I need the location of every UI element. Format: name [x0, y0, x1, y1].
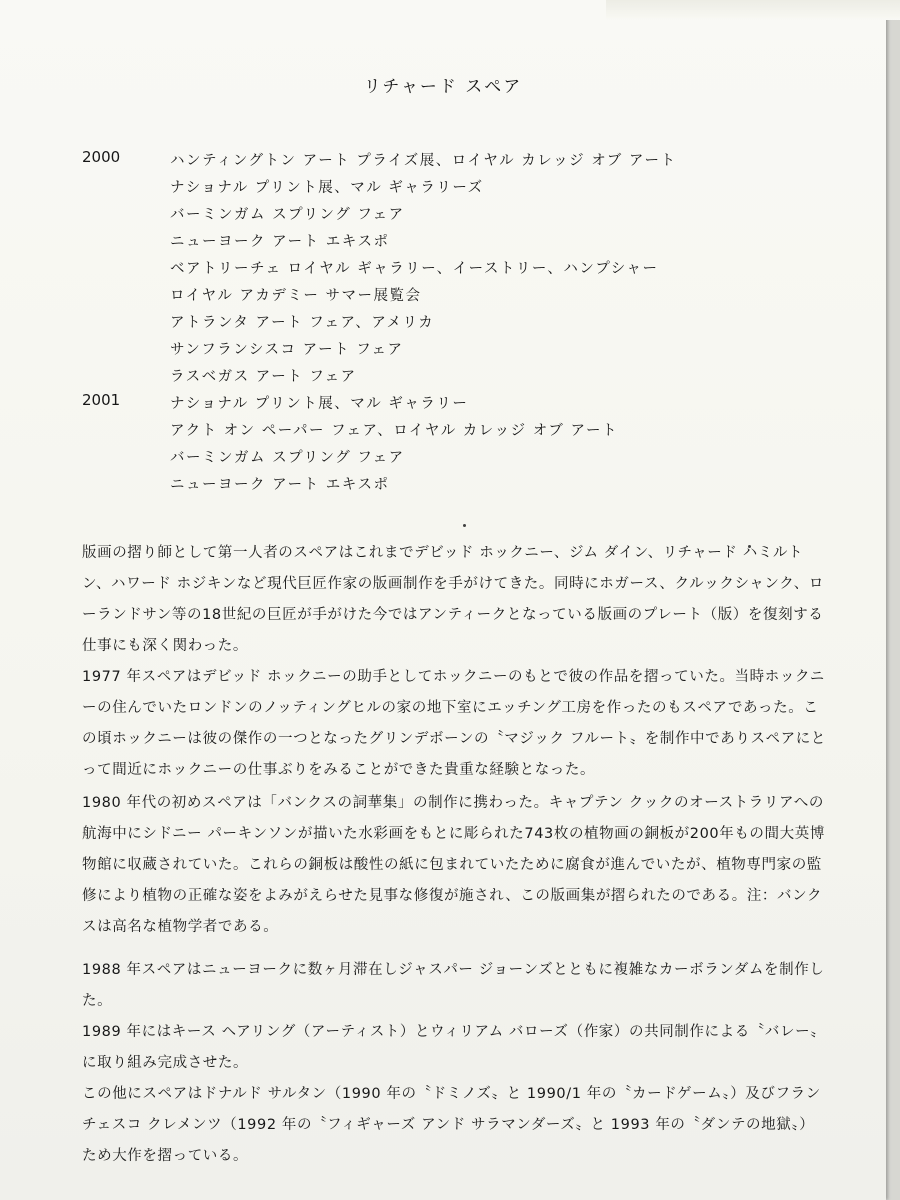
exhibition-entry: ニューヨーク アート エキスポ — [170, 234, 390, 250]
exhibition-entry: バーミンガム スプリング フェア — [170, 207, 405, 223]
biography-paragraph: 版画の摺り師として第一人者のスペアはこれまでデビッド ホックニー、ジム ダイン、リチャード ハミルトン、ハワード ホジキンなど現代巨匠作家の版画制作を手がけてきた。同時にホガース、クルックシャンク、ローランドサン等の18世紀の巨匠が手がけた今ではアンティークとなっている版画のプレート（版）を復刻する仕事にも深く関わった。 — [82, 545, 824, 654]
biography-paragraph: この他にスペアはドナルド サルタン（1990 年の〝ドミノズ〟と 1990/1 年の〝カードゲーム〟）及びフランチェスコ クレメンツ（1992 年の〝フィギャーズ アンド サラマンダーズ〟と 1993 年の〝ダンテの地獄〟）ため大作を摺っている。 — [82, 1086, 821, 1164]
exhibition-year-2000 — [82, 148, 676, 391]
exhibition-entry: ニューヨーク アート エキスポ — [170, 477, 390, 493]
exhibition-entry: ナショナル プリント展、マル ギャラリーズ — [170, 180, 484, 196]
exhibition-list — [82, 148, 676, 499]
page-corner-shadow — [606, 0, 900, 20]
exhibition-entry: ラスベガス アート フェア — [170, 369, 357, 385]
year-label: 2001 — [82, 391, 121, 409]
biography-paragraph: 1980 年代の初めスペアは「バンクスの詞華集」の制作に携わった。キャプテン クックのオーストラリアへの航海中にシドニー パーキンソンが描いた水彩画をもとに彫られた743枚の植物画の銅板が200年もの間大英博物館に収蔵されていた。これらの銅板は酸性の紙に包まれていたために腐食が進んでいたが、植物専門家の監修により植物の正確な姿をよみがえらせた見事な修復が施され、この版画集が摺られたのである。注：バンクスは高名な植物学者である。 — [82, 795, 825, 935]
exhibition-entry: ベアトリーチェ ロイヤル ギャラリー、イーストリー、ハンプシャー — [170, 261, 659, 277]
ink-speck — [463, 524, 466, 527]
biography-paragraph: 1988 年スペアはニューヨークに数ヶ月滞在しジャスパー ジョーンズとともに複雑なカーボランダムを制作した。 — [82, 962, 825, 1009]
page-title: リチャード スペア — [363, 77, 523, 97]
exhibition-entry: ナショナル プリント展、マル ギャラリー — [170, 396, 469, 412]
biography-section-3 — [82, 955, 827, 1172]
exhibition-entry: バーミンガム スプリング フェア — [170, 450, 405, 466]
biography-paragraph: 1977 年スペアはデビッド ホックニーの助手としてホックニーのもとで彼の作品を摺っていた。当時ホックニーの住んでいたロンドンのノッティングヒルの家の地下室にエッチング工房を作ったのもスペアであった。この頃ホックニーは彼の傑作の一つとなったグリンデボーンの〝マジック フルート〟を制作中でありスペアにとって間近にホックニーの仕事ぶりをみることができた貴重な経験となった。 — [82, 669, 826, 778]
exhibition-entry: アトランタ アート フェア、アメリカ — [170, 315, 435, 331]
year-label: 2000 — [82, 148, 121, 166]
background-page-edge — [886, 0, 900, 1200]
exhibition-entry: アクト オン ペーパー フェア、ロイヤル カレッジ オブ アート — [170, 423, 619, 439]
biography-section-2 — [82, 788, 827, 943]
year-entries — [170, 391, 676, 499]
biography-section-1 — [82, 538, 827, 786]
exhibition-entry: サンフランシスコ アート フェア — [170, 342, 404, 358]
year-entries — [170, 148, 676, 391]
exhibition-year-2001 — [82, 391, 676, 499]
exhibition-entry: ハンティングトン アート プライズ展、ロイヤル カレッジ オブ アート — [170, 153, 677, 169]
exhibition-entry: ロイヤル アカデミー サマー展覧会 — [170, 288, 422, 304]
biography-paragraph: 1989 年にはキース ヘアリング（アーティスト）とウィリアム バローズ（作家）の共同制作による〝バレー〟に取り組み完成させた。 — [82, 1024, 826, 1071]
